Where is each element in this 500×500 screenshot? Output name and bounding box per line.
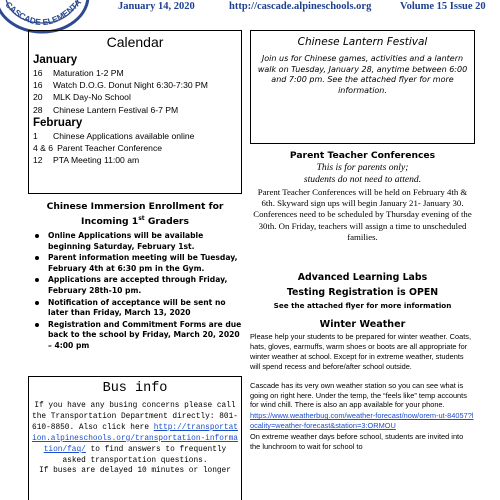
school-url[interactable]: http://cascade.alpineschools.org (229, 1, 372, 12)
transportation-faq-link[interactable]: http://transportation.alpineschools.org/transportation-information/faq/ (32, 423, 238, 454)
newsletter-header (0, 0, 500, 28)
calendar-month-february: February (33, 116, 83, 129)
winter-paragraph-2: Cascade has its very own weather station so you can see what is going on right here. Under the temp, the “feels like” temp accounts for wind chill. There is also an app available for your phone. (250, 380, 467, 410)
winter-paragraph-1: Please help your students to be prepared for winter weather. Coats, hats, gloves, earmuffs, warm shoes or boots are all appropriate for winter weather at school. Except for in extreme weather, students will spend recess and before/after school outside. (250, 332, 472, 371)
event-day: 16 (33, 68, 43, 78)
calendar-event (33, 79, 237, 91)
event-text: Maturation 1-2 PM (53, 68, 124, 78)
list-item (28, 320, 242, 352)
bullet-icon (35, 278, 39, 282)
chinese-immersion-section (28, 198, 242, 353)
parent-teacher-section (250, 150, 475, 243)
lantern-festival-body: Join us for Chinese games, activities and a lantern walk on Tuesday, January 28, anytime between 6:00 and 7:00 pm. See the attached flyer for more information. (257, 54, 468, 95)
list-item-text: Notification of acceptance will be sent no later than Friday, March 13, 2020 (48, 297, 226, 318)
weatherbug-link-wrap (250, 411, 475, 431)
ci-title-line1: Chinese Immersion Enrollment for (46, 201, 224, 212)
event-text: Chinese Applications available online (53, 130, 195, 141)
chinese-immersion-list (28, 231, 242, 352)
list-item-text: Applications are accepted through Friday, February 28th-10 pm. (48, 275, 228, 296)
adv-title-1: Advanced Learning Labs (297, 272, 428, 283)
event-day: 16 (33, 80, 43, 91)
list-item (28, 298, 242, 319)
list-item-text: Online Applications will be available beginning Saturday, February 1st. (48, 231, 204, 251)
bus-info-title: Bus info (102, 381, 168, 396)
chinese-immersion-title (28, 201, 242, 228)
bullet-icon (35, 256, 39, 260)
winter-paragraph-3: On extreme weather days before school, students are invited into the lunchroom to wait for school to (250, 432, 464, 452)
issue-volume: Volume 15 Issue 20 (400, 1, 486, 12)
list-item-text: Parent information meeting will be Tuesday, February 4th at 6:30 pm in the Gym. (48, 253, 238, 273)
event-text: Watch D.O.G. Donut Night 6:30-7:30 PM (53, 80, 208, 91)
event-day: 28 (33, 104, 43, 115)
bus-info-intro: If you have any busing concerns please call the Transportation Department directly: 801-610-8850. Also click here (32, 402, 238, 432)
advanced-learning-section (250, 270, 475, 312)
adv-note: See the attached flyer for more information (273, 301, 452, 310)
svg-text:CASCADE ELEMENTARY: CASCADE ELEMENTA (3, 0, 84, 28)
calendar-box (28, 30, 242, 194)
list-item-text: Registration and Commitment Forms are due back to the school by Friday, March 20, 2020 – 4:00 pm (48, 319, 242, 350)
list-item (28, 253, 242, 274)
event-text: Parent Teacher Conference (57, 143, 163, 154)
bus-info-delay-text: If buses are delayed 10 minutes or longer (39, 467, 231, 476)
ptc-subtitle-1: This is for parents only; (316, 162, 409, 173)
bullet-icon (35, 234, 39, 238)
winter-weather-title: Winter Weather (319, 319, 406, 330)
lantern-festival-box (250, 30, 475, 144)
calendar-event (33, 67, 237, 79)
bus-info-faq-text: to find answers to frequently asked transportation questions. (62, 445, 227, 465)
ptc-subtitle-2: students do not need to attend. (303, 174, 422, 185)
ptc-title: Parent Teacher Conferences (289, 150, 436, 161)
ptc-body: Parent Teacher Conferences will be held on February 4th & 6th. Skyward sign ups will begin January 21- January 30. Conferences need to be scheduled by Thursday evening of the 30th. On Friday, teachers will assign a time to unscheduled families. (253, 187, 472, 242)
calendar-month-january: January (33, 54, 78, 66)
bullet-icon (35, 301, 39, 305)
school-logo (0, 0, 90, 34)
event-text: PTA Meeting 11:00 am (53, 155, 140, 166)
issue-date: January 14, 2020 (118, 1, 195, 12)
adv-title-2: Testing Registration is OPEN (286, 287, 439, 298)
winter-weather-section (250, 318, 475, 452)
calendar-event (33, 154, 237, 166)
calendar-event (33, 130, 237, 142)
ci-title-line2 (28, 213, 242, 228)
weatherbug-link[interactable]: https://www.weatherbug.com/weather-forecast/now/orem-ut-84057?locality=weather-forecast&station=3:ORMOU (250, 411, 474, 431)
event-text: MLK Day-No School (53, 92, 131, 103)
calendar-title: Calendar (106, 34, 164, 50)
ci-title-post: Graders (144, 216, 189, 228)
event-day: 1 (33, 130, 38, 141)
event-text: Chinese Lantern Festival 6-7 PM (53, 104, 179, 115)
lantern-festival-title: Chinese Lantern Festival (297, 36, 428, 48)
event-day: 4 & 6 (33, 143, 54, 154)
event-day: 12 (33, 155, 43, 166)
event-day: 20 (33, 92, 43, 103)
calendar-event (33, 142, 237, 154)
calendar-event (33, 104, 237, 116)
list-item (28, 275, 242, 296)
bus-info-text (32, 401, 238, 477)
bullet-icon (35, 323, 39, 327)
list-item (28, 231, 242, 252)
calendar-event (33, 91, 237, 103)
ci-title-sup: st (138, 215, 145, 222)
ci-title-pre: Incoming 1 (81, 216, 139, 228)
bus-info-box (28, 376, 242, 500)
